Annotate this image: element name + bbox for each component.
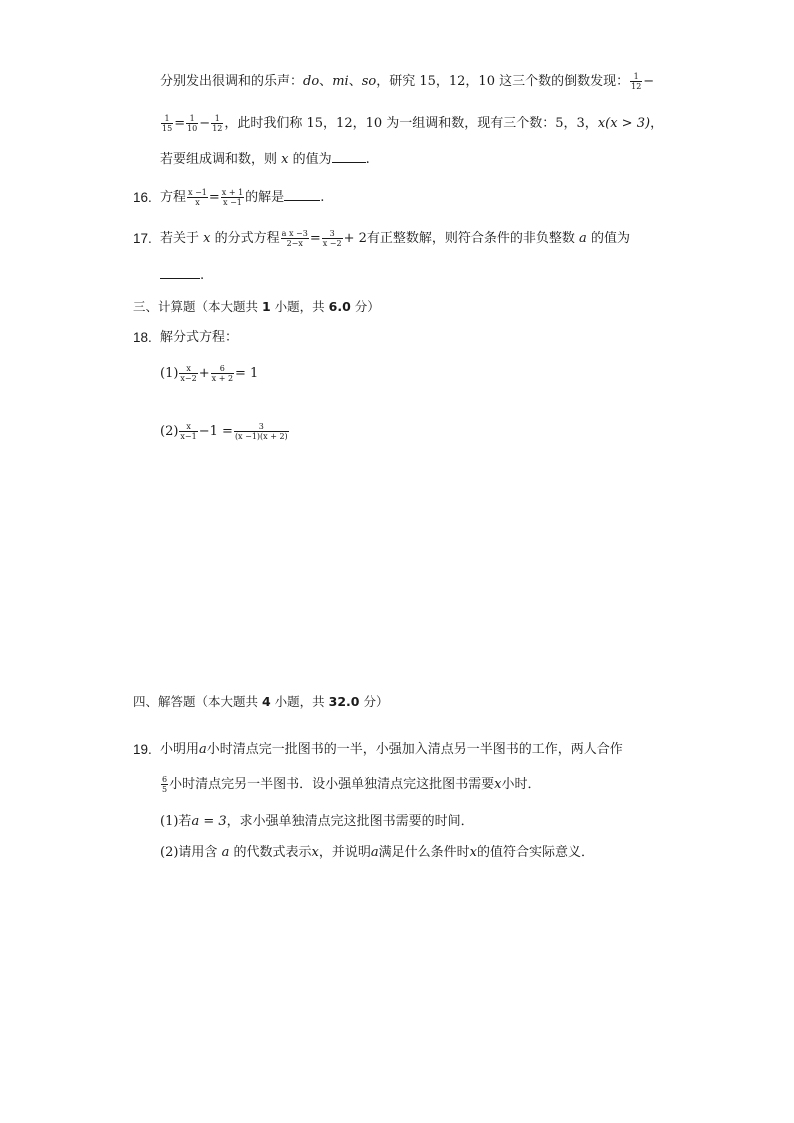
q19-line1: 小明用a小时清点完一批图书的一半，小强加入清点另一半图书的工作，两人合作	[160, 742, 623, 757]
q18-stem: 解分式方程：	[160, 330, 239, 345]
fraction: $\frac{1}{12}$	[212, 114, 223, 133]
question-number: 19.	[133, 742, 152, 757]
fraction: $\frac{6}{x + 2}$	[211, 364, 234, 383]
fraction: $\frac{x}{x-2}$	[180, 364, 197, 383]
fraction: $\frac{1}{12}$	[631, 72, 642, 91]
fraction: $\frac{1}{15}$	[162, 114, 173, 133]
q16-text: 方程 $\frac{x -1}{x}$ = $\frac{x + 1}{x -1}$ 的解是 .	[160, 188, 325, 207]
q19-line2: $\frac{6}{5}$ 小时清点完另一半图书．设小强单独清点完这批图书需要x小时．	[162, 775, 541, 794]
answer-blank	[284, 188, 320, 201]
q15-line2: $\frac{1}{15}$ = $\frac{1}{10}$ − $\frac{1}{12}$ ，此时我们称 15，12，10 为一组调和数，现有三个数：5，3，x(x > 3)，	[162, 114, 664, 133]
answer-blank	[160, 266, 200, 279]
fraction: $\frac{\text{a x −3}}{2-x}$	[281, 229, 308, 248]
q17-text: 若关于 x 的分式方程 $\frac{\text{a x −3}}{2-x}$ = $\frac{3}{x -2}$ + 2有正整数解，则符合条件的非负整数 a 的值为	[160, 229, 630, 248]
q19-part2: (2)请用含 a 的代数式表示x，并说明a满足什么条件时x的值符合实际意义．	[160, 845, 594, 860]
q19-part1: (1)若a = 3，求小强单独清点完这批图书需要的时间．	[160, 814, 474, 829]
fraction: $\frac{x + 1}{x -1}$	[221, 188, 244, 207]
fraction: $\frac{3}{(x -1)(x + 2)}$	[234, 422, 288, 441]
q18-part1: (1) $\frac{x}{x-2}$ + $\frac{6}{x + 2}$ = 1	[160, 364, 259, 383]
section-heading: 四、解答题（本大题共 4 小题，共 32.0 分）	[133, 694, 389, 709]
question-number: 18.	[133, 330, 152, 345]
q15-line3: 若要组成调和数，则 x 的值为 .	[160, 152, 370, 167]
question-number: 17.	[133, 231, 152, 246]
fraction: $\frac{1}{10}$	[187, 114, 198, 133]
fraction: $\frac{x}{x-1}$	[180, 422, 197, 441]
question-number: 16.	[133, 190, 152, 205]
q18-part2: (2) $\frac{x}{x-1}$ −1 = $\frac{3}{(x -1)(x + 2)}$	[160, 422, 288, 441]
answer-blank	[332, 150, 366, 163]
q17-blank-line: .	[160, 266, 204, 286]
fraction: $\frac{3}{x -2}$	[322, 229, 342, 248]
fraction: $\frac{6}{5}$	[162, 775, 168, 794]
section-heading: 三、计算题（本大题共 1 小题，共 6.0 分）	[133, 299, 380, 314]
fraction: $\frac{x -1}{x}$	[188, 188, 207, 207]
q15-line1: 分别发出很调和的乐声：do、mi、so，研究 15，12，10 这三个数的倒数发现： $\frac{1}{12}$ −	[160, 72, 655, 91]
